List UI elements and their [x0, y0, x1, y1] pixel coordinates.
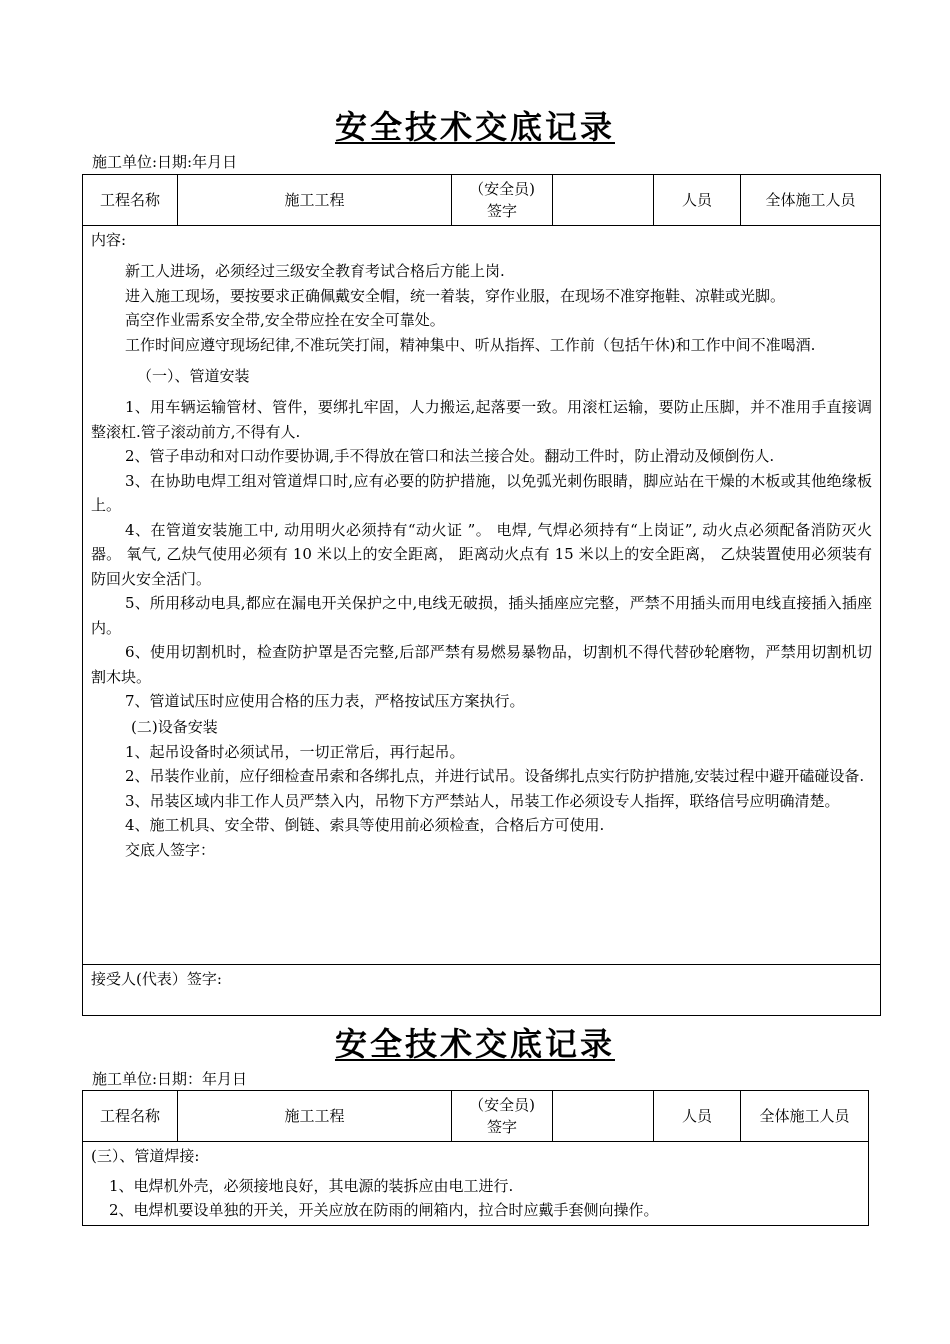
personnel-label: 人员: [654, 1091, 741, 1142]
safety-officer-label: （安全员) 签字: [452, 175, 553, 226]
paragraph: 新工人进场，必须经过三级安全教育考试合格后方能上岗.: [125, 262, 505, 280]
page-title: 安全技术交底记录: [334, 108, 615, 146]
list-item: 3、在协助电焊工组对管道焊口时,应有必要的防护措施，以免弧光刺伤眼睛，脚应站在干燥的木板或其他绝缘板上。: [91, 471, 872, 514]
paragraph: 工作时间应遵守现场纪律,不准玩笑打闹，精神集中、听从指挥、工作前（包括午休)和工作中间不准喝酒.: [125, 335, 816, 354]
divider: [83, 964, 880, 965]
content-box: [82, 226, 881, 1016]
list-item: 1、用车辆运输管材、管件，要绑扎牢固，人力搬运,起落要一致。用滚杠运输，要防止压脚，并不准用手直接调整滚杠.管子滚动前方,不得有人.: [91, 398, 872, 441]
project-name-value: 施工工程: [178, 175, 452, 226]
safety-officer-label: （安全员) 签字: [452, 1091, 553, 1142]
content-label: 内容:: [91, 231, 127, 249]
content-box: [82, 1142, 869, 1226]
list-item: 2、吊装作业前，应仔细检查吊索和各绑扎点，并进行试吊。设备绑扎点实行防护措施,安装过程中避开磕碰设备.: [125, 767, 865, 785]
list-item: 4、施工机具、安全带、倒链、索具等使用前必须检查，合格后方可使用.: [125, 816, 605, 834]
list-item: 3、吊装区域内非工作人员严禁入内，吊物下方严禁站人，吊装工作必须设专人指挥，联络信号应明确清楚。: [125, 791, 840, 810]
list-item: 2、电焊机要设单独的开关，开关应放在防雨的闸箱内，拉合时应戴手套侧向操作。: [109, 1201, 659, 1219]
personnel-value: 全体施工人员: [741, 1091, 869, 1142]
project-name-value: 施工工程: [178, 1091, 452, 1142]
personnel-label: 人员: [654, 175, 741, 226]
project-name-label: 工程名称: [83, 1091, 178, 1142]
list-item: 4、在管道安装施工中, 动用明火必须持有“动火证 ”。 电焊, 气焊必须持有“上岗证”, 动火点必须配备消防灭火器。 氧气, 乙炔气使用必须有 10 米以上的安全距离， 距离动火点有 15 米以上的安全距离， 乙炔装置使用必须装有防回火安全活门。: [91, 520, 872, 588]
section-heading: (三）、管道焊接:: [91, 1147, 200, 1165]
construction-meta: 施工单位:日期:年月日: [92, 153, 238, 171]
paragraph: 进入施工现场，要按要求正确佩戴安全帽，统一着装，穿作业服，在现场不准穿拖鞋、凉鞋或光脚。: [125, 286, 786, 305]
list-item: 1、电焊机外壳，必须接地良好，其电源的装拆应由电工进行.: [109, 1177, 514, 1195]
list-item: 7、管道试压时应使用合格的压力表，严格按试压方案执行。: [125, 692, 525, 710]
project-name-label: 工程名称: [83, 175, 178, 226]
safety-officer-signature: [553, 175, 654, 226]
signer-label: 交底人签字：: [125, 840, 216, 859]
personnel-value: 全体施工人员: [741, 175, 881, 226]
list-item: 5、所用移动电具,都应在漏电开关保护之中,电线无破损，插头插座应完整，严禁不用插头而用电线直接插入插座内。: [91, 594, 872, 637]
header-table: [82, 1090, 869, 1142]
list-item: 1、起吊设备时必须试吊，一切正常后，再行起吊。: [125, 742, 465, 761]
page-title: 安全技术交底记录: [334, 1025, 615, 1063]
section-heading: （一）、管道安装: [137, 367, 250, 385]
section-heading: (二)设备安装: [131, 717, 218, 736]
receiver-signature-label: 接受人(代表）签字:: [91, 970, 222, 988]
paragraph: 高空作业需系安全带,安全带应拴在安全可靠处。: [125, 311, 445, 329]
list-item: 2、管子串动和对口动作要协调,手不得放在管口和法兰接合处。翻动工件时，防止滑动及倾倒伤人.: [125, 447, 775, 465]
header-table: [82, 174, 881, 226]
construction-meta: 施工单位:日期：年月日: [92, 1070, 248, 1088]
list-item: 6、使用切割机时，检查防护罩是否完整,后部严禁有易燃易暴物品，切割机不得代替砂轮磨物，严禁用切割机切割木块。: [91, 643, 872, 686]
safety-officer-signature: [553, 1091, 654, 1142]
